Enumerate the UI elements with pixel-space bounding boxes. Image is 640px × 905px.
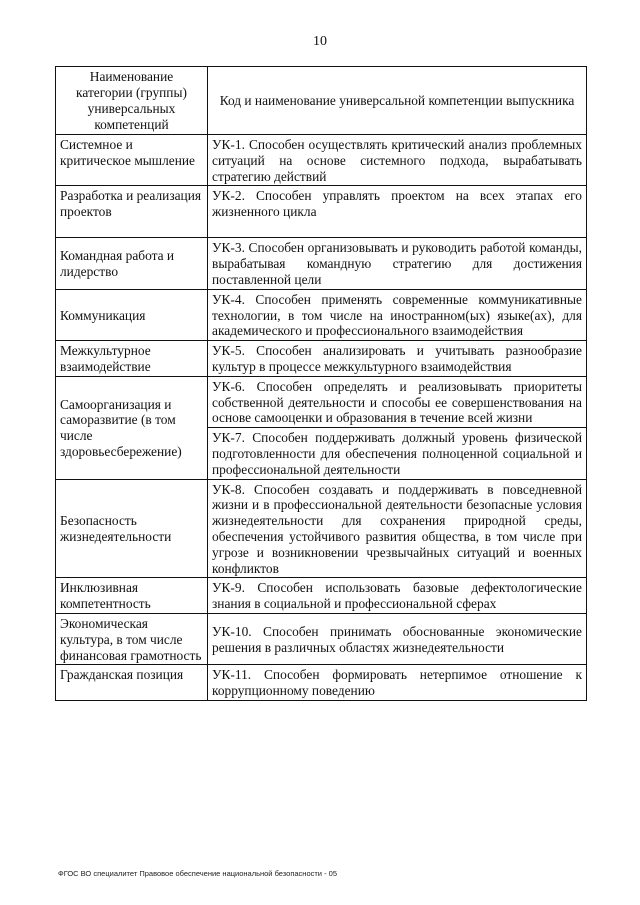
competence-item: УК-2. Способен управлять проектом на всех этапах его жизненного цикла [212,188,582,220]
category-cell: Системное и критическое мышление [56,135,208,186]
competence-cell [208,341,587,377]
document-footer: ФГОС ВО специалитет Правовое обеспечение национальной безопасности - 05 [58,869,337,878]
table-row [56,341,587,377]
category-cell: Безопасность жизнедеятельности [56,479,208,578]
competence-item: УК-10. Способен принимать обоснованные экономические решения в различных областях жизнедеятельности [212,623,582,655]
table-row [56,289,587,340]
category-cell: Инклюзивная компетентность [56,578,208,614]
competence-item: УК-4. Способен применять современные коммуникативные технологии, в том числе на иностранном(ых) языке(ах), для академического и профессионального взаимодействия [212,291,582,339]
competence-cell [208,479,587,578]
competence-table [55,66,587,701]
header-competence: Код и наименование универсальной компетенции выпускника [208,67,587,135]
competence-cell [208,578,587,614]
category-cell: Межкультурное взаимодействие [56,341,208,377]
table-row [56,613,587,664]
category-cell: Командная работа и лидерство [56,238,208,289]
competence-cell [208,135,587,186]
table-header-row [56,67,587,135]
category-cell: Самоорганизация и саморазвитие (в том числе здоровьесбережение) [56,376,208,479]
competence-item: УК-6. Способен определять и реализовывать приоритеты собственной деятельности и способы ее совершенствования на основе самооценки и образования в течение всей жизни [208,377,586,428]
competence-cell [208,376,587,479]
competence-cell [208,289,587,340]
competence-cell [208,613,587,664]
category-cell: Экономическая культура, в том числе финансовая грамотность [56,613,208,664]
competence-item: УК-7. Способен поддерживать должный уровень физической подготовленности для обеспечения полноценной социальной и профессиональной деятельности [212,430,582,477]
table-row [56,578,587,614]
table-row [56,479,587,578]
competence-cell [208,238,587,289]
competence-item: УК-3. Способен организовывать и руководить работой команды, вырабатывая командную стратегию для достижения поставленной цели [212,240,582,287]
category-cell: Коммуникация [56,289,208,340]
page-number: 10 [313,34,327,49]
header-category: Наименование категории (группы) универсальных компетенций [56,67,208,135]
table-row [56,135,587,186]
competence-cell [208,665,587,701]
competence-item: УК-1. Способен осуществлять критический анализ проблемных ситуаций на основе системного подхода, вырабатывать стратегию действий [212,137,582,184]
competence-item: УК-5. Способен анализировать и учитывать разнообразие культур в процессе межкультурного взаимодействия [212,343,582,374]
category-cell: Гражданская позиция [56,665,208,701]
category-cell: Разработка и реализация проектов [56,186,208,238]
competence-item: УК-9. Способен использовать базовые дефектологические знания в социальной и профессиональной сферах [212,580,582,612]
competence-item: УК-8. Способен создавать и поддерживать в повседневной жизни и в профессиональной деятельности безопасные условия жизнедеятельности для сохранения природной среды, обеспечения устойчивого развития общества, в том числе при угрозе и возникновении чрезвычайных ситуаций и военных конфликтов [212,481,582,576]
competence-cell [208,186,587,238]
table-row [56,665,587,701]
table-row [56,376,587,479]
competence-item: УК-11. Способен формировать нетерпимое отношение к коррупционному поведению [212,667,582,699]
table-row [56,238,587,289]
table-row [56,186,587,238]
